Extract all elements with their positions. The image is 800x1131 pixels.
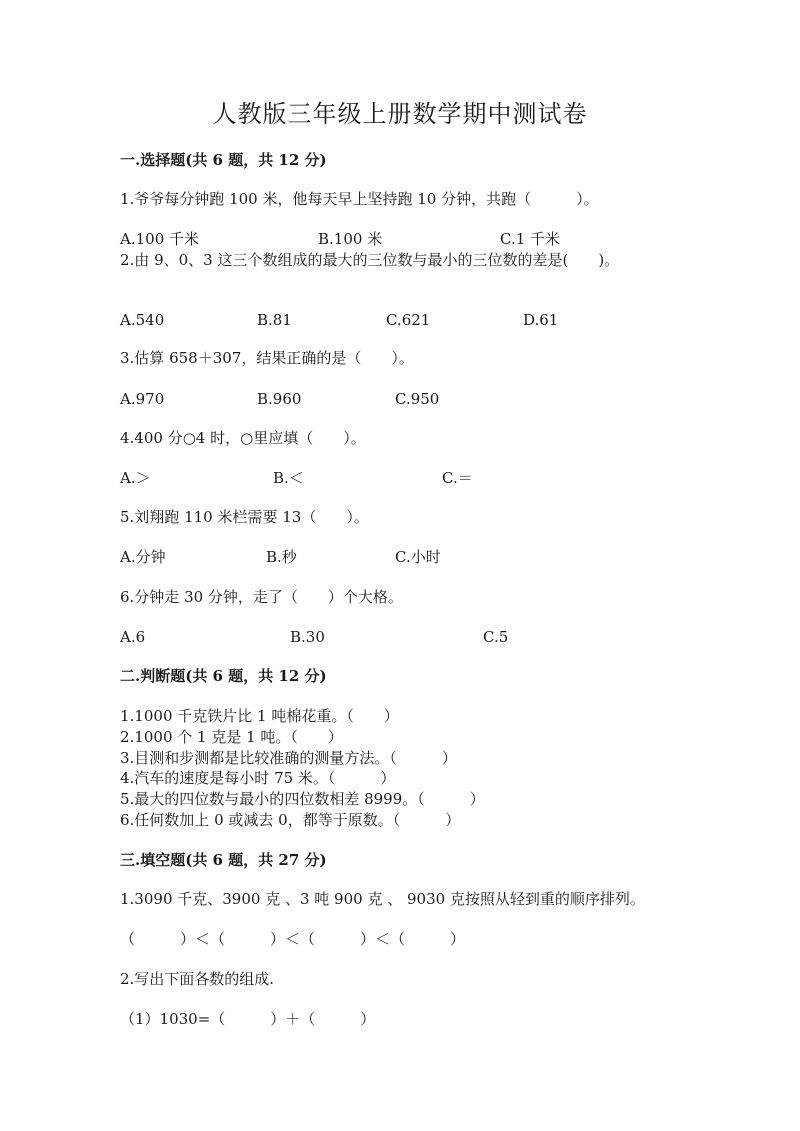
option: A.分钟 [120,548,166,566]
section-heading-choice: 一.选择题(共 6 题，共 12 分) [120,151,327,169]
option: B.960 [257,390,302,408]
option: A.540 [120,311,165,329]
option: A.970 [120,390,165,408]
page-title: 人教版三年级上册数学期中测试卷 [212,100,588,128]
question-stem: 1.3090 千克、3900 克 、3 吨 900 克 、 9030 克按照从轻到重的顺序排列。 [120,890,645,908]
judge-item: 4.汽车的速度是每小时 75 米。（ ） [120,769,396,787]
option: A.6 [120,628,146,646]
option: B.100 米 [318,230,383,248]
question-stem: 6.分钟走 30 分钟，走了（ ）个大格。 [120,588,403,606]
judge-item: 2.1000 个 1 克是 1 吨。（ ） [120,728,343,746]
question-stem: 1.爷爷每分钟跑 100 米，他每天早上坚持跑 10 分钟，共跑（ ）。 [120,190,599,208]
option: C.小时 [395,548,441,566]
option: C.5 [483,628,509,646]
option: D.61 [523,311,559,329]
option: B.30 [290,628,325,646]
option: A.100 千米 [120,230,199,248]
question-stem: 2.由 9、0、3 这三个数组成的最大的三位数与最小的三位数的差是( )。 [120,251,620,269]
option: B.秒 [266,548,297,566]
option: C.＝ [442,469,473,487]
question-stem: 2.写出下面各数的组成. [120,970,275,988]
section-heading-fill: 三.填空题(共 6 题，共 27 分) [120,851,327,869]
judge-item: 5.最大的四位数与最小的四位数相差 8999。（ ） [120,790,485,808]
option: B.81 [257,311,292,329]
option: A.＞ [120,469,151,487]
judge-item: 1.1000 千克铁片比 1 吨棉花重。（ ） [120,707,399,725]
question-stem: 5.刘翔跑 110 米栏需要 13（ ）。 [120,508,369,526]
option: B.＜ [273,469,304,487]
judge-item: 3.目测和步测都是比较准确的测量方法。（ ） [120,749,457,767]
question-stem: 4.400 分○4 时，○里应填（ ）。 [120,429,366,447]
section-heading-judge: 二.判断题(共 6 题，共 12 分) [120,667,327,685]
fill-blanks: （ ）＜（ ）＜（ ）＜（ ） [120,930,466,948]
option: C.1 千米 [500,230,561,248]
option: C.621 [386,311,431,329]
option: C.950 [395,390,440,408]
fill-blanks: （1）1030=（ ）＋（ ） [120,1010,376,1028]
judge-item: 6.任何数加上 0 或减去 0，都等于原数。（ ） [120,811,461,829]
question-stem: 3.估算 658＋307，结果正确的是（ ）。 [120,349,414,367]
